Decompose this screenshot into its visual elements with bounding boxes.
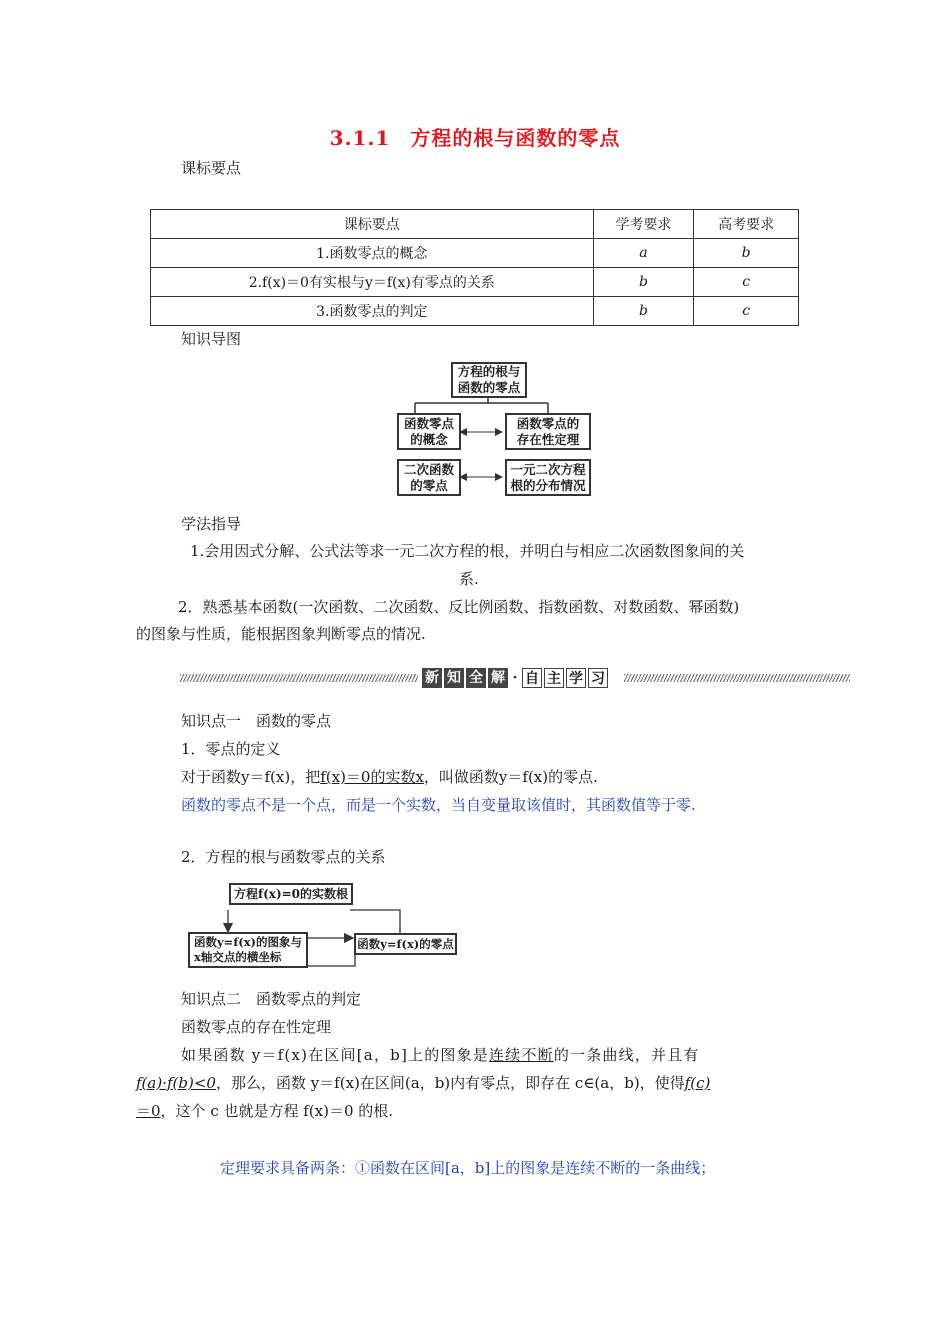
title-number: 3.1.1: [329, 126, 391, 150]
underlined-answer: 连续不断: [489, 1046, 554, 1064]
map-node-root-distribution: [505, 459, 591, 496]
underlined-answer: f(a)·f(b)<0: [136, 1074, 216, 1092]
banner-char: 新: [422, 668, 442, 688]
relation-node-label: 函数y=f(x)的图象与 x轴交点的横坐标: [194, 935, 303, 964]
requirements-table: [150, 209, 799, 326]
k1-subheading-relation: 2．方程的根与函数零点的关系: [181, 848, 386, 866]
table-row: [151, 268, 799, 297]
k2-theorem-line-1: [181, 1041, 700, 1069]
relation-node-label: 方程f(x)=0的实数根: [233, 887, 349, 901]
k2-theorem-line-3: [136, 1097, 393, 1125]
table-cell: b: [593, 297, 694, 326]
relation-node-graph-intersection: [188, 932, 308, 968]
section-study-guide: 学法指导: [181, 515, 242, 533]
table-header: 学考要求: [593, 210, 694, 239]
map-node-label: 一元二次方程 根的分布情况: [510, 461, 586, 493]
map-node-label: 函数零点 的概念: [403, 415, 454, 447]
k1-definition: [181, 763, 598, 791]
banner-char: 主: [544, 668, 564, 688]
banner-rule-left: [180, 674, 418, 682]
banner-char: 全: [466, 668, 486, 688]
text-segment: ，那么，函数 y＝f(x)在区间(a，b)内有零点，即存在 c∈(a，b)，使得: [215, 1074, 685, 1092]
relation-node-zero: [354, 933, 457, 955]
table-cell: 2.f(x)＝0有实根与y＝f(x)有零点的关系: [151, 268, 594, 297]
table-cell: b: [694, 239, 799, 268]
table-cell: a: [593, 239, 694, 268]
underlined-answer: f(x)＝0的实数x: [320, 768, 424, 786]
table-cell: 3.函数零点的判定: [151, 297, 594, 326]
page-title: [0, 122, 950, 151]
text-segment: ，叫做函数y＝f(x)的零点.: [423, 768, 598, 786]
map-node-label: 方程的根与 函数的零点: [457, 364, 521, 395]
map-node-concept: [397, 413, 461, 450]
map-node-quadratic-zeros: [397, 459, 461, 496]
section-banner: [422, 668, 610, 688]
table-cell: c: [694, 268, 799, 297]
table-cell: b: [593, 268, 694, 297]
guide-paragraph-2-cont: 的图象与性质，能根据图象判断零点的情况.: [136, 625, 426, 643]
relation-node-label: 函数y=f(x)的零点: [357, 937, 454, 951]
text-segment: 如果函数 y＝f(x)在区间[a，b]上的图象是: [181, 1046, 490, 1064]
underlined-answer: ＝0: [136, 1102, 161, 1120]
banner-char: 知: [444, 668, 464, 688]
section-curriculum-points: 课标要点: [181, 159, 242, 177]
banner-rule-right: [624, 674, 850, 682]
k2-theorem-line-2: [136, 1069, 710, 1097]
text-segment: 的一条曲线，并且有: [553, 1046, 700, 1064]
underlined-answer: f(c): [684, 1074, 711, 1092]
map-node-label: 二次函数 的零点: [403, 461, 454, 493]
map-node-existence-theorem: [505, 413, 591, 450]
table-cell: c: [694, 297, 799, 326]
banner-char: 解: [488, 668, 508, 688]
table-header-row: [151, 210, 799, 239]
k1-note: 函数的零点不是一个点，而是一个实数，当自变量取该值时，其函数值等于零.: [181, 796, 696, 814]
table-row: [151, 239, 799, 268]
k2-heading: 知识点二 函数零点的判定: [181, 990, 362, 1008]
section-knowledge-map: 知识导图: [181, 330, 242, 348]
k1-heading: 知识点一 函数的零点: [181, 712, 332, 730]
table-header: 高考要求: [694, 210, 799, 239]
table-header: 课标要点: [151, 210, 594, 239]
text-segment: ，这个 c 也就是方程 f(x)＝0 的根.: [160, 1102, 394, 1120]
title-text: 方程的根与函数的零点: [410, 126, 621, 150]
banner-char: 习: [588, 668, 608, 688]
k2-note: 定理要求具备两条：①函数在区间[a，b]上的图象是连续不断的一条曲线；: [220, 1159, 716, 1177]
banner-dot: ·: [512, 670, 518, 686]
text-segment: 对于函数y＝f(x)，把: [181, 768, 321, 786]
guide-paragraph-1: 1.会用因式分解、公式法等求一元二次方程的根，并明白与相应二次函数图象间的关: [190, 542, 745, 560]
k2-subheading: 函数零点的存在性定理: [181, 1018, 332, 1036]
guide-paragraph-1-cont: 系.: [459, 570, 479, 588]
table-row: [151, 297, 799, 326]
banner-char: 自: [522, 668, 542, 688]
map-node-root: [451, 362, 527, 398]
map-node-label: 函数零点的 存在性定理: [516, 415, 580, 447]
banner-char: 学: [566, 668, 586, 688]
table-cell: 1.函数零点的概念: [151, 239, 594, 268]
guide-paragraph-2: 2．熟悉基本函数(一次函数、二次函数、反比例函数、指数函数、对数函数、幂函数): [178, 598, 740, 616]
k1-subheading-definition: 1．零点的定义: [181, 740, 281, 758]
relation-node-equation-root: [229, 883, 353, 905]
